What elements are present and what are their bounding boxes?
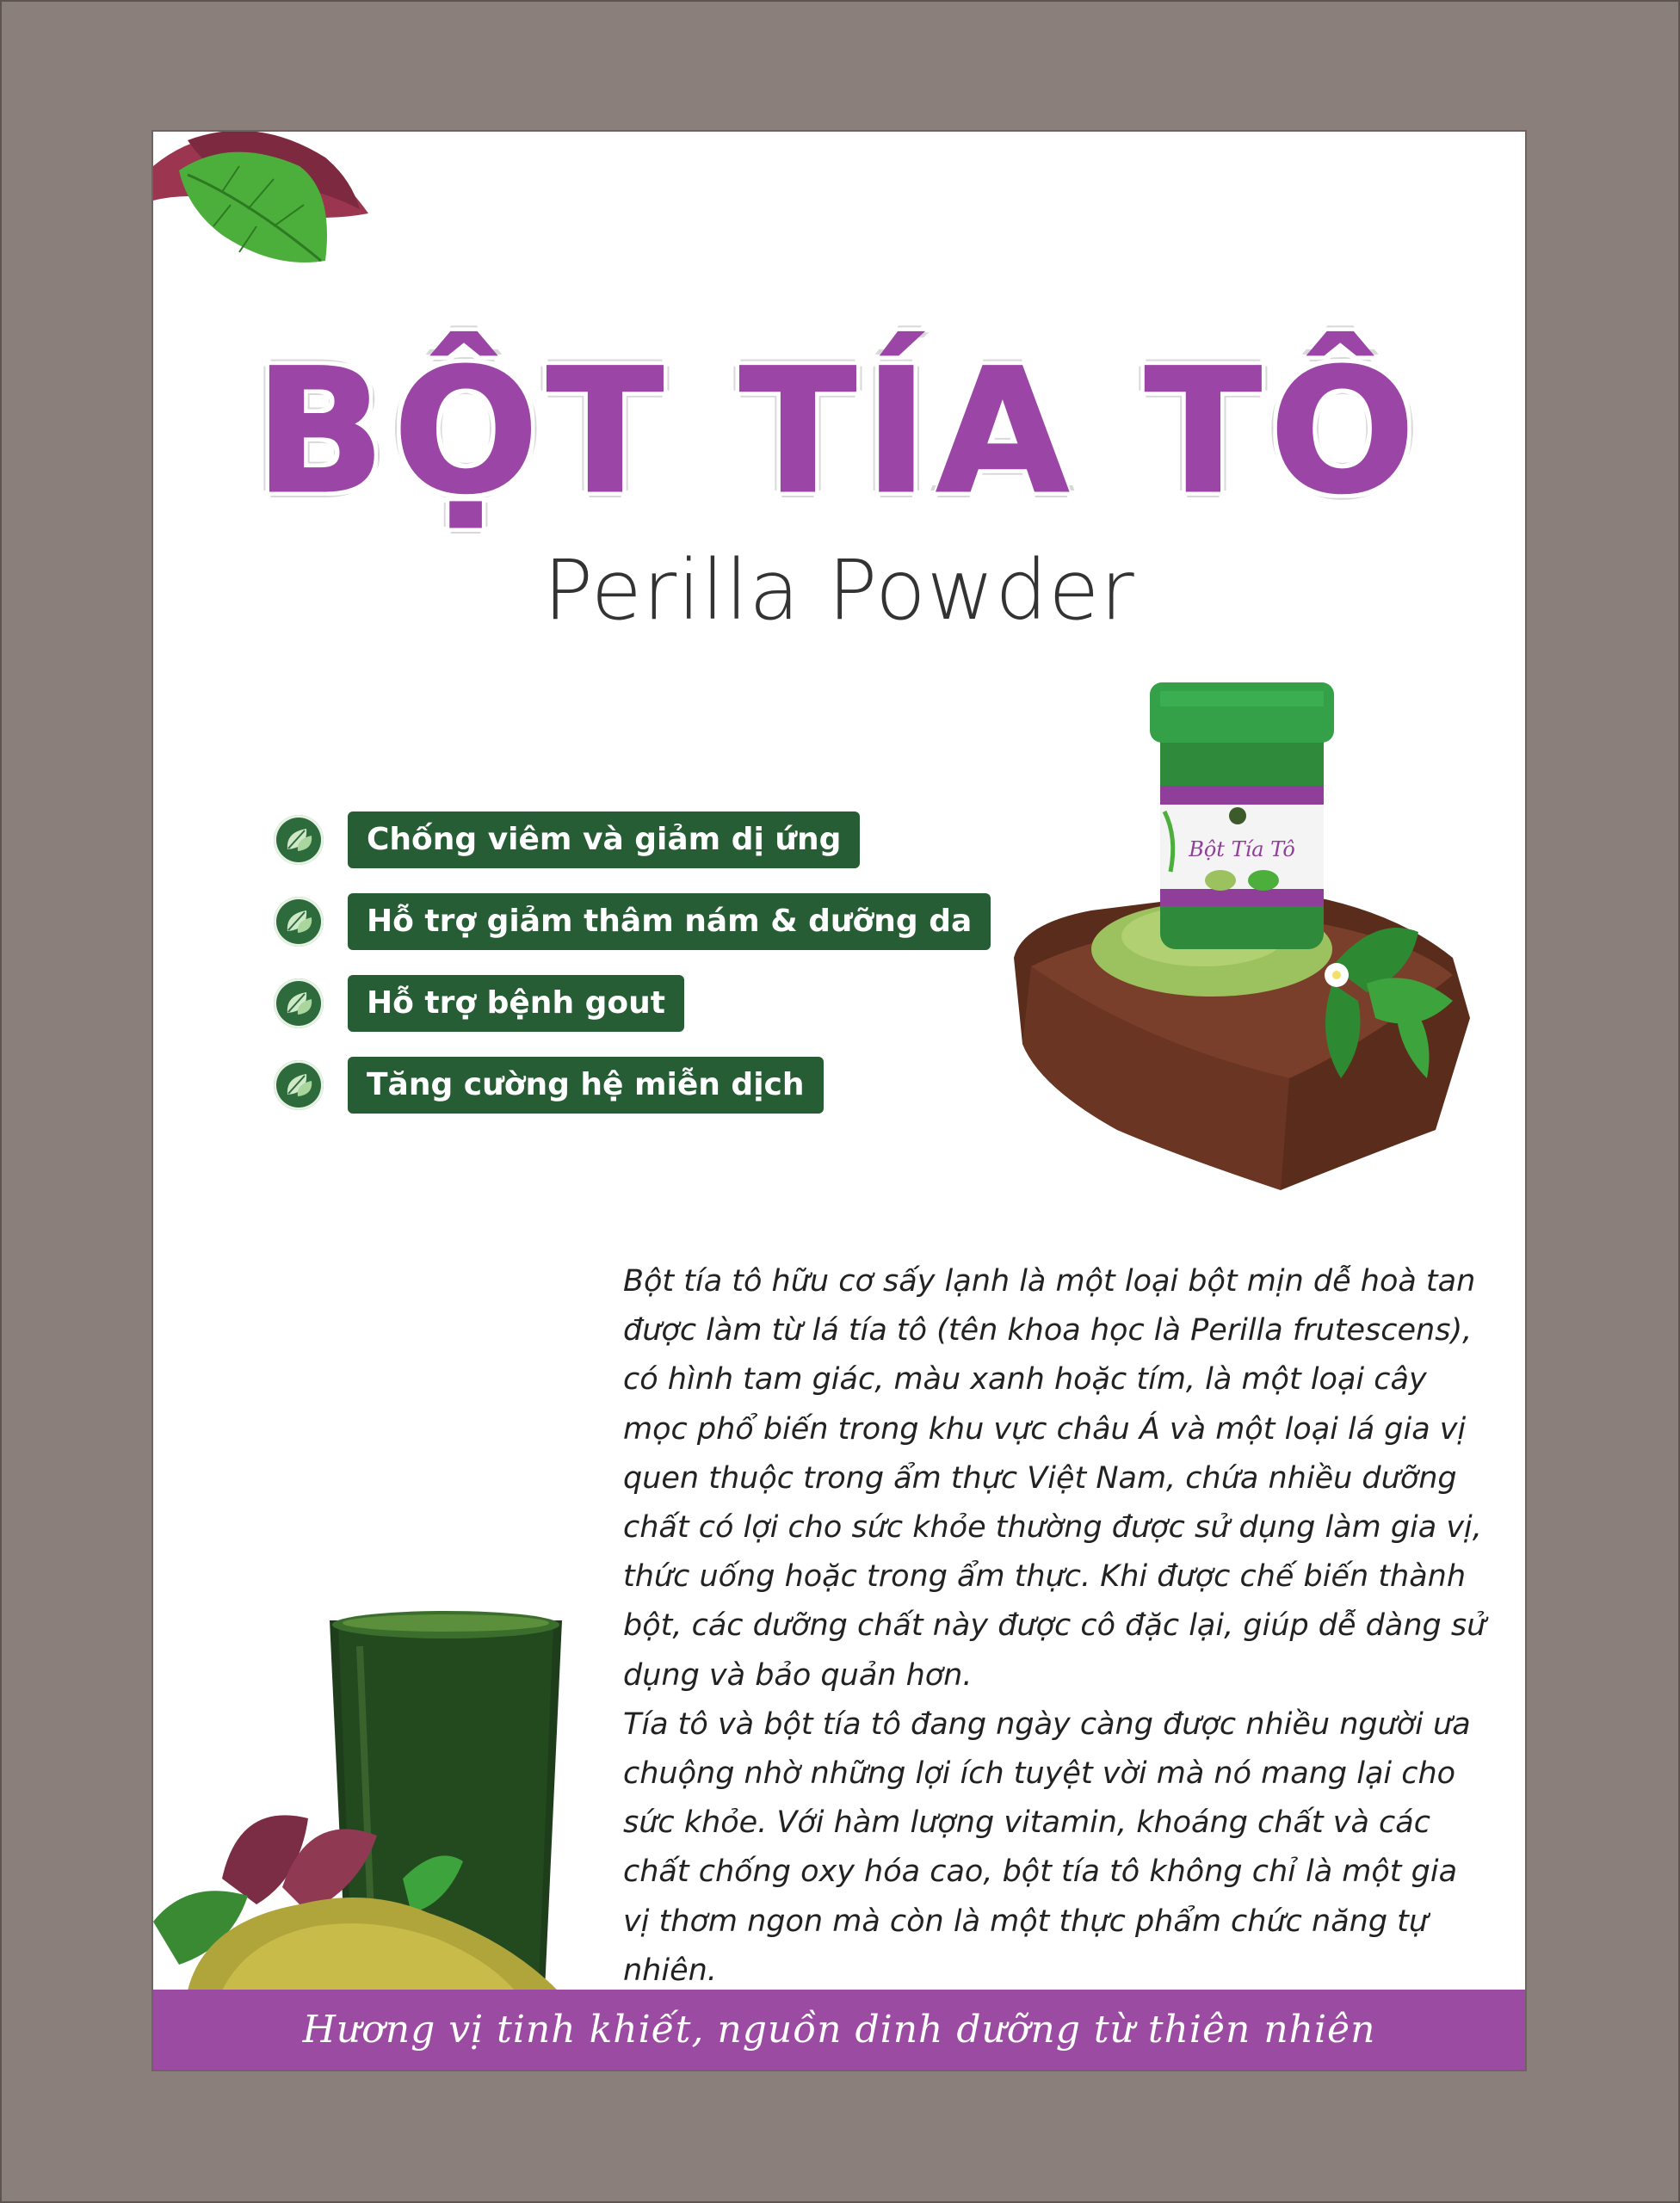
benefit-item — [274, 895, 991, 948]
benefit-label: Chống viêm và giảm dị ứng — [348, 811, 860, 868]
description-paragraph: Tía tô và bột tía tô đang ngày càng được nhiều người ưa chuộng nhờ những lợi ích tuyệt vời mà nó mang lại cho sức khỏe. Với hàm lượng vitamin, khoáng chất và các chất chống oxy hóa cao, bột tía tô không chỉ là một gia vị thơm ngon mà còn là một thực phẩm chức năng tự nhiên. — [623, 1706, 1471, 1988]
benefit-item — [274, 977, 991, 1030]
page-subtitle: Perilla Powder — [543, 542, 1135, 639]
page-title: BỘT TÍA TÔ — [255, 332, 1424, 531]
benefit-label: Tăng cường hệ miễn dịch — [348, 1057, 824, 1114]
footer-slogan: Hương vị tinh khiết, nguồn dinh dưỡng từ thiên nhiên — [153, 1990, 1525, 2070]
perilla-leaf-image — [153, 132, 377, 278]
product-description — [623, 1257, 1492, 1996]
leaf-icon — [274, 978, 324, 1028]
leaf-icon — [274, 1060, 324, 1110]
jar-label: Bột Tía Tô — [1189, 837, 1295, 861]
leaf-icon — [274, 815, 324, 865]
benefit-item — [274, 1058, 991, 1112]
leaf-icon — [274, 897, 324, 947]
benefits-list — [274, 813, 991, 1140]
benefit-label: Hỗ trợ giảm thâm nám & dưỡng da — [348, 893, 991, 950]
benefit-item — [274, 813, 991, 867]
drink-and-powder-image — [153, 1474, 601, 1990]
description-paragraph: Bột tía tô hữu cơ sấy lạnh là một loại bột mịn dễ hoà tan được làm từ lá tía tô (tên khoa học là Perilla frutescens), có hình tam giác, màu xanh hoặc tím, là một loại cây mọc phổ biến trong khu vực châu Á và một loại lá gia vị quen thuộc trong ẩm thực Việt Nam, chứa nhiều dưỡng chất có lợi cho sức khỏe thường được sử dụng làm gia vị, thức uống hoặc trong ẩm thực. Khi được chế biến thành bột, các dưỡng chất này được cô đặc lại, giúp dễ dàng sử dụng và bảo quản hơn. — [623, 1264, 1486, 1693]
poster — [153, 132, 1525, 2070]
benefit-label: Hỗ trợ bệnh gout — [348, 975, 684, 1032]
